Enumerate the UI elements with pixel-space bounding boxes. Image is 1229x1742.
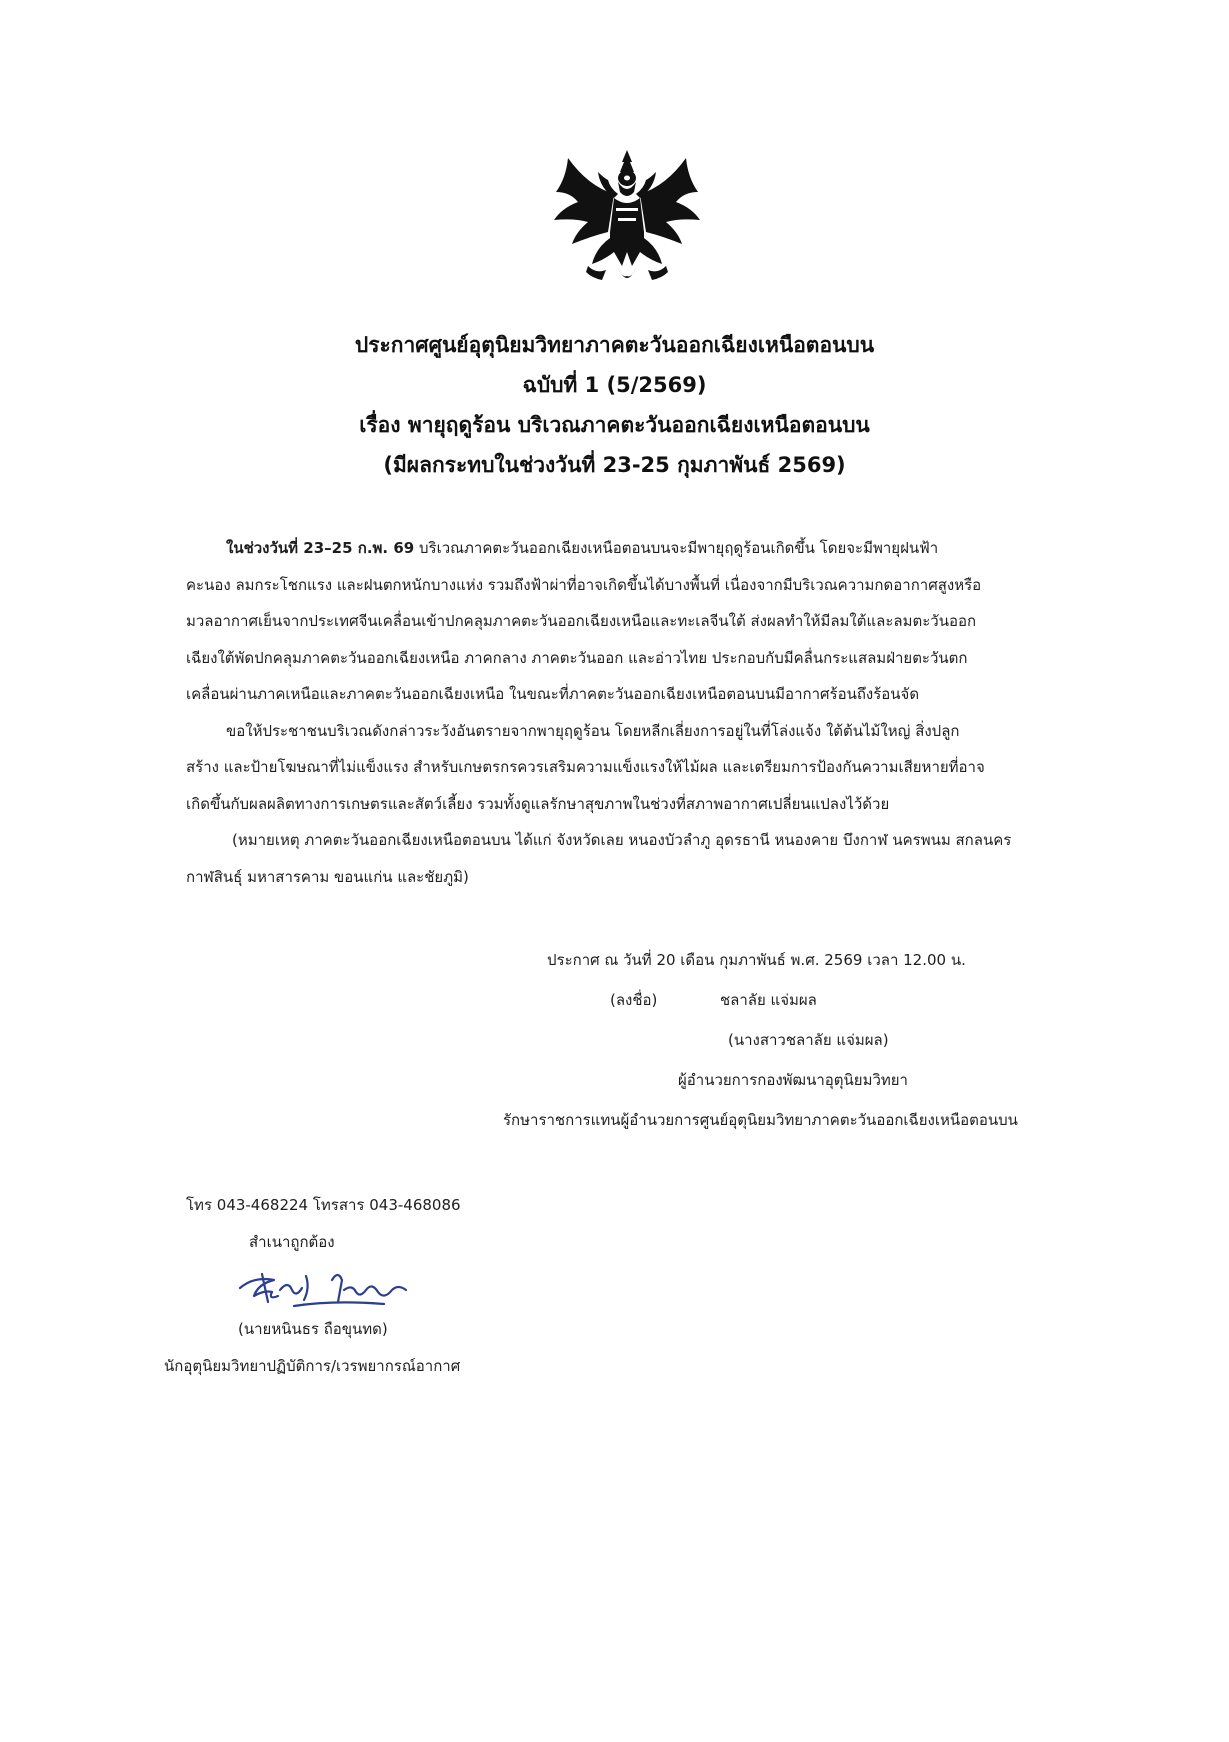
signed-label: (ลงชื่อ) xyxy=(610,991,658,1009)
paragraph-1-lead: ในช่วงวันที่ 23–25 ก.พ. 69 xyxy=(226,539,415,557)
paragraph-2-line: เกิดขึ้นกับผลผลิตทางการเกษตรและสัตว์เลี้ยง รวมทั้งดูแลรักษาสุขภาพในช่วงที่สภาพอากาศเปลี่ยนแปลงไว้ด้วย xyxy=(186,794,890,813)
signer-acting-position: รักษาราชการแทนผู้อำนวยการศูนย์อุตุนิยมวิทยาภาคตะวันออกเฉียงเหนือตอนบน xyxy=(503,1111,1018,1129)
note-line: กาฬสินธุ์ มหาสารคาม ขอนแก่น และชัยภูมิ) xyxy=(186,867,469,886)
paragraph-1-line: เฉียงใต้พัดปกคลุมภาคตะวันออกเฉียงเหนือ ภาคกลาง ภาคตะวันออก และอ่าวไทย ประกอบกับมีคลื่นกระแสลมฝ่ายตะวันตก xyxy=(186,648,968,667)
paragraph-1-line: มวลอากาศเย็นจากประเทศจีนเคลื่อนเข้าปกคลุมภาคตะวันออกเฉียงเหนือและทะเลจีนใต้ ส่งผลทำให้มีลมใต้และลมตะวันออก xyxy=(186,612,977,630)
certifier-position: นักอุตุนิยมวิทยาปฏิบัติการ/เวรพยากรณ์อากาศ xyxy=(164,1357,461,1375)
paragraph-1-line: เคลื่อนผ่านภาคเหนือและภาคตะวันออกเฉียงเหนือ ในขณะที่ภาคตะวันออกเฉียงเหนือตอนบนมีอากาศร้อนถึงร้อนจัด xyxy=(186,685,920,703)
garuda-emblem xyxy=(548,148,706,290)
issue-number: ฉบับที่ 1 (5/2569) xyxy=(522,373,707,397)
subject-line: เรื่อง พายุฤดูร้อน บริเวณภาคตะวันออกเฉียงเหนือตอนบน xyxy=(359,413,870,437)
handwritten-signature xyxy=(234,1266,414,1316)
paragraph-1-line xyxy=(186,530,1064,567)
phone-fax: โทร 043-468224 โทรสาร 043-468086 xyxy=(186,1196,461,1214)
certifier-name: (นายหนินธร ถือขุนทด) xyxy=(238,1320,388,1338)
note-line: (หมายเหตุ ภาคตะวันออกเฉียงเหนือตอนบน ได้แก่ จังหวัดเลย หนองบัวลำภู อุดรธานี หนองคาย บึงกาฬ นครพนม สกลนคร xyxy=(232,831,1012,849)
impact-period: (มีผลกระทบในช่วงวันที่ 23-25 กุมภาพันธ์ 2569) xyxy=(383,453,846,477)
paragraph-1-line: คะนอง ลมกระโชกแรง และฝนตกหนักบางแห่ง รวมถึงฟ้าผ่าที่อาจเกิดขึ้นได้บางพื้นที่ เนื่องจากมีบริเวณความกดอากาศสูงหรือ xyxy=(186,575,982,594)
title-line: ประกาศศูนย์อุตุนิยมวิทยาภาคตะวันออกเฉียงเหนือตอนบน xyxy=(354,333,875,357)
signer-full-name: (นางสาวชลาลัย แจ่มผล) xyxy=(728,1031,889,1049)
paragraph-2-line: สร้าง และป้ายโฆษณาที่ไม่แข็งแรง สำหรับเกษตรกรควรเสริมความแข็งแรงให้ไม้ผล และเตรียมการป้องกันความเสียหายที่อาจ xyxy=(186,758,985,776)
signer-name: ชลาลัย แจ่มผล xyxy=(720,991,817,1009)
certified-copy: สำเนาถูกต้อง xyxy=(249,1233,335,1251)
signer-position: ผู้อำนวยการกองพัฒนาอุตุนิยมวิทยา xyxy=(678,1071,908,1089)
paragraph-2-line: ขอให้ประชาชนบริเวณดังกล่าวระวังอันตรายจากพายุฤดูร้อน โดยหลีกเลี่ยงการอยู่ในที่โล่งแจ้ง ใต้ต้นไม้ใหญ่ สิ่งปลูก xyxy=(226,721,960,740)
announcement-body xyxy=(186,530,1064,895)
announcement-title xyxy=(0,325,1229,485)
paragraph-1-text: บริเวณภาคตะวันออกเฉียงเหนือตอนบนจะมีพายุฤดูร้อนเกิดขึ้น โดยจะมีพายุฝนฟ้า xyxy=(414,539,939,557)
announce-date: ประกาศ ณ วันที่ 20 เดือน กุมภาพันธ์ พ.ศ. 2569 เวลา 12.00 น. xyxy=(547,951,966,969)
